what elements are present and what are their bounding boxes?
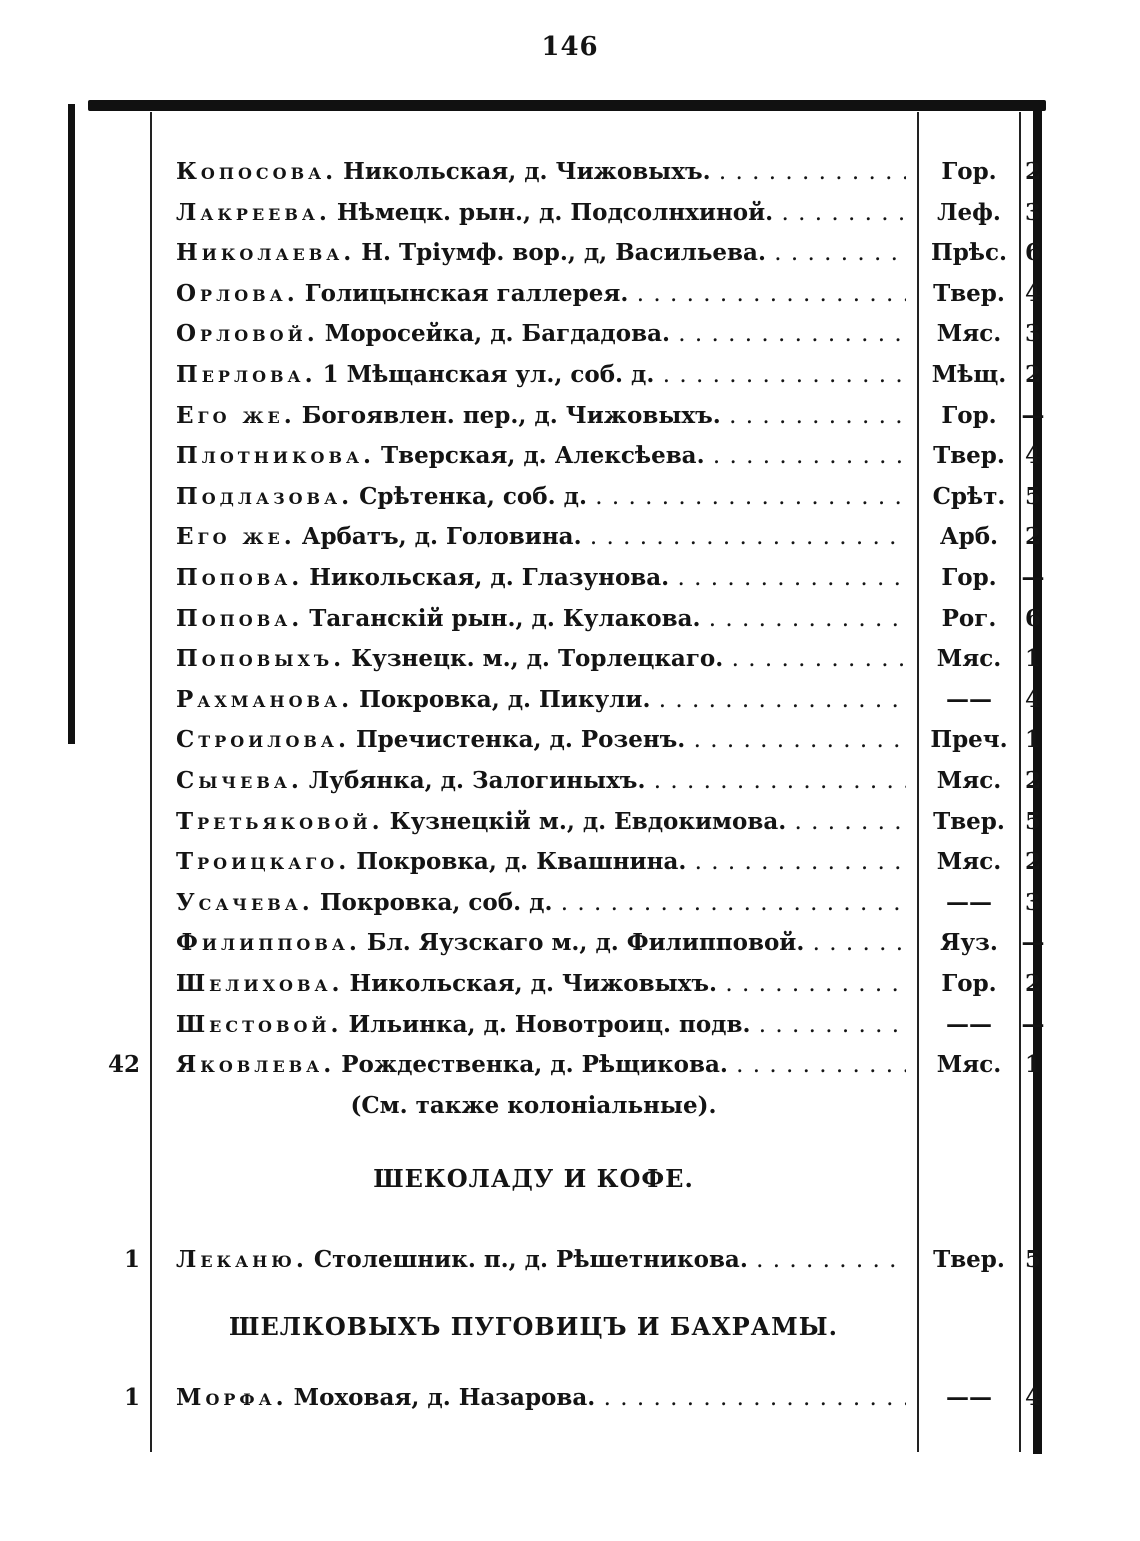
merchant-address: Никольская, д. Чижовыхъ.: [343, 158, 711, 185]
listing-row: [0, 802, 1140, 842]
merchant-name: Подлазова.: [176, 482, 354, 510]
merchant-name: Попова.: [176, 604, 304, 632]
number-cell: —: [1021, 564, 1045, 591]
entry-cell: [176, 558, 906, 598]
number-cell: 2: [1024, 158, 1041, 185]
entry-cell: [176, 314, 906, 354]
merchant-address: Богоявлен. пер., д. Чижовыхъ.: [301, 401, 721, 429]
merchant-address: Моросейка, д. Багдадова.: [324, 320, 670, 348]
number-cell: 4: [1024, 685, 1041, 713]
merchant-address: Моховая, д. Назарова.: [293, 1384, 596, 1411]
listing-row: [0, 599, 1140, 639]
entry-cell: [176, 599, 906, 639]
listing-row: [0, 233, 1140, 273]
number-cell: 2: [1024, 523, 1041, 551]
number-cell: 2: [1024, 848, 1041, 876]
number-cell: 1: [1024, 645, 1041, 673]
district-cell: Твер.: [933, 279, 1005, 307]
merchant-name: Шестовой.: [176, 1010, 343, 1038]
merchant-address: Никольская, д. Чижовыхъ.: [349, 970, 718, 997]
number-cell: 4: [1024, 442, 1041, 470]
district-cell: Гор.: [941, 401, 997, 429]
merchant-name: Шелихова.: [176, 970, 344, 997]
number-cell: 6: [1024, 604, 1041, 632]
merchant-name: Перлова.: [176, 361, 317, 388]
district-cell: Яуз.: [940, 929, 998, 957]
frame-top-rule: [88, 100, 1046, 111]
number-cell: 1: [1024, 1051, 1041, 1079]
district-cell: Мяс.: [936, 645, 1002, 673]
listing-row: [0, 193, 1140, 233]
entry-cell: [176, 761, 906, 801]
number-cell: 2: [1024, 361, 1041, 388]
entry-cell: [176, 1240, 906, 1280]
listing-row: [0, 1378, 1140, 1418]
merchant-name: Его же.: [176, 523, 296, 551]
merchant-name: Поповыхъ.: [176, 645, 346, 673]
merchant-address: Таганскій рын., д. Кулакова.: [309, 604, 701, 632]
entry-cell: [176, 842, 906, 882]
entry-cell: [176, 274, 906, 314]
listing-row: [0, 1240, 1140, 1280]
district-cell: Твер.: [933, 442, 1005, 470]
merchant-address: Тверская, д. Алексѣева.: [381, 442, 705, 470]
number-cell: —: [1021, 1010, 1045, 1038]
merchant-address: Лубянка, д. Залогиныхъ.: [308, 767, 646, 794]
count-cell: 1: [123, 1246, 140, 1273]
merchant-name: Троицкаго.: [176, 848, 351, 876]
merchant-name: Яковлева.: [176, 1051, 336, 1079]
district-cell: ——: [946, 1010, 992, 1038]
entry-cell: [176, 355, 906, 395]
merchant-name: Плотникова.: [176, 442, 376, 470]
merchant-name: Попова.: [176, 564, 304, 591]
section-heading-silk-buttons: ШЕЛКОВЫХЪ ПУГОВИЦЪ И БАХРАМЫ.: [229, 1312, 838, 1341]
listing-row: [0, 396, 1140, 436]
merchant-address: Никольская, д. Глазунова.: [309, 564, 670, 591]
merchant-address: Кузнецкій м., д. Евдокимова.: [389, 807, 787, 835]
district-cell: Рог.: [941, 604, 997, 632]
number-cell: 2: [1024, 767, 1041, 794]
entry-cell: [176, 964, 906, 1004]
district-cell: Прѣс.: [931, 239, 1007, 267]
listing-row: [0, 680, 1140, 720]
district-cell: Мяс.: [936, 848, 1002, 876]
merchant-name: Лакреева.: [176, 198, 331, 226]
merchant-address: Кузнецк. м., д. Торлецкаго.: [351, 645, 724, 673]
district-cell: Гор.: [941, 564, 997, 591]
district-cell: Гор.: [941, 970, 997, 997]
merchant-address: Покровка, д. Пикули.: [359, 685, 651, 713]
entry-cell: [176, 233, 906, 273]
number-cell: 2: [1024, 970, 1041, 997]
merchant-address: Н. Тріумф. вор., д, Васильева.: [361, 239, 766, 267]
district-cell: Арб.: [939, 523, 999, 551]
entry-cell: [176, 396, 906, 436]
merchant-name: Третьяковой.: [176, 807, 384, 835]
merchant-address: Пречистенка, д. Розенъ.: [355, 726, 686, 754]
merchant-address: Ильинка, д. Новотроиц. подв.: [348, 1010, 751, 1038]
listing-row: [0, 761, 1140, 801]
merchant-name: Копосова.: [176, 158, 338, 185]
entry-cell: [176, 193, 906, 233]
district-cell: ——: [946, 685, 992, 713]
merchant-name: Леканю.: [176, 1246, 308, 1273]
listing-row: [0, 923, 1140, 963]
see-also-note: (См. также колоніальные).: [350, 1092, 717, 1119]
district-cell: ——: [946, 1384, 992, 1411]
entry-cell: [176, 923, 906, 963]
district-cell: Твер.: [933, 1246, 1005, 1273]
listing-row: [0, 1005, 1140, 1045]
merchant-name: Строилова.: [176, 726, 350, 754]
district-cell: Леф.: [937, 198, 1001, 226]
entry-cell: [176, 436, 906, 476]
district-cell: Мяс.: [936, 320, 1002, 348]
merchant-name: Орлова.: [176, 279, 299, 307]
merchant-name: Рахманова.: [176, 685, 354, 713]
listing-row: [0, 558, 1140, 598]
district-cell: Мѣщ.: [931, 361, 1007, 388]
number-cell: 4: [1024, 279, 1041, 307]
count-cell: 1: [123, 1384, 140, 1411]
entry-cell: [176, 1005, 906, 1045]
number-cell: —: [1021, 929, 1045, 957]
merchant-name: Его же.: [176, 401, 296, 429]
count-cell: 42: [107, 1051, 140, 1079]
listing-row: [0, 517, 1140, 557]
merchant-address: Арбатъ, д. Головина.: [301, 523, 582, 551]
merchant-name: Морфа.: [176, 1384, 288, 1411]
listing-row: [0, 152, 1140, 192]
district-cell: ——: [946, 888, 992, 916]
listing-row: [0, 842, 1140, 882]
merchant-address: Покровка, д. Квашнина.: [356, 848, 687, 876]
listing-row: [0, 964, 1140, 1004]
listing-row: [0, 720, 1140, 760]
entry-cell: [176, 1378, 906, 1418]
number-cell: 5: [1024, 1246, 1041, 1273]
number-cell: 3: [1024, 320, 1041, 348]
entry-cell: [176, 720, 906, 760]
number-cell: 3: [1024, 198, 1041, 226]
district-cell: Твер.: [933, 807, 1005, 835]
number-cell: 1: [1024, 726, 1041, 754]
number-cell: —: [1021, 401, 1045, 429]
merchant-name: Орловой.: [176, 320, 319, 348]
listing-row: [0, 639, 1140, 679]
listing-row: [0, 436, 1140, 476]
number-cell: 5: [1024, 482, 1041, 510]
merchant-address: Нѣмецк. рын., д. Подсолнхиной.: [336, 198, 774, 226]
entry-cell: [176, 517, 906, 557]
number-cell: 5: [1024, 807, 1041, 835]
number-cell: 4: [1024, 1384, 1041, 1411]
page-number: 146: [541, 32, 599, 62]
entry-cell: [176, 477, 906, 517]
district-cell: Мяс.: [936, 767, 1002, 794]
entry-cell: [176, 802, 906, 842]
merchant-address: 1 Мѣщанская ул., соб. д.: [322, 361, 655, 388]
merchant-name: Филиппова.: [176, 929, 361, 957]
merchant-address: Срѣтенка, соб. д.: [359, 482, 587, 510]
district-cell: Срѣт.: [932, 482, 1006, 510]
listing-row: [0, 314, 1140, 354]
merchant-name: Николаева.: [176, 239, 356, 267]
entry-cell: [176, 152, 906, 192]
listing-row: [0, 477, 1140, 517]
district-cell: Мяс.: [936, 1051, 1002, 1079]
district-cell: Преч.: [930, 726, 1008, 754]
merchant-address: Голицынская галлерея.: [304, 279, 629, 307]
listing-row: [0, 355, 1140, 395]
merchant-address: Бл. Яузскаго м., д. Филипповой.: [366, 929, 805, 957]
merchant-address: Покровка, соб. д.: [319, 888, 553, 916]
merchant-name: Сычева.: [176, 767, 303, 794]
merchant-address: Столешник. п., д. Рѣшетникова.: [313, 1246, 748, 1273]
section-heading-chocolate-coffee: ШЕКОЛАДУ И КОФЕ.: [373, 1164, 694, 1193]
entry-cell: [176, 883, 906, 923]
number-cell: 6: [1024, 239, 1041, 267]
listing-row: [0, 883, 1140, 923]
merchant-name: Усачева.: [176, 888, 314, 916]
entry-cell: [176, 1045, 906, 1085]
listing-row: [0, 274, 1140, 314]
entry-cell: [176, 639, 906, 679]
entry-cell: [176, 680, 906, 720]
district-cell: Гор.: [941, 158, 997, 185]
merchant-address: Рождественка, д. Рѣщикова.: [341, 1051, 728, 1079]
number-cell: 3: [1024, 888, 1041, 916]
listing-row: [0, 1045, 1140, 1085]
